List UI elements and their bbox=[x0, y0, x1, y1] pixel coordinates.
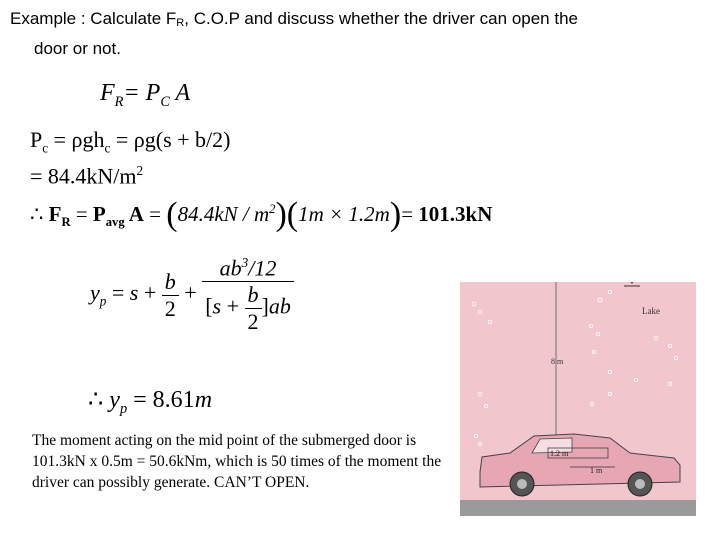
pc-equation: $P_c = \rho gh_c = \rho g(s + b/2)$ bbox=[30, 127, 231, 156]
explanation-paragraph: The moment acting on the mid point of the submerged door is 101.3kN x 0.5m = 50.6kNm, which is 50 times of the moment the driver can possibly generate. CAN’T OPEN. bbox=[32, 432, 442, 491]
fr-definition-equation: $F_R= P_C$ A bbox=[100, 80, 191, 110]
pc-value-equation: = $84.4kN/m^2$ bbox=[30, 163, 144, 189]
fr-calculation-equation: ∴ $F_R = P_{avg}$ $A = (84.4kN / m^2)(1m \times 1.2m)= 101.3kN$ bbox=[30, 196, 493, 233]
door-height-label: 1.2 m bbox=[550, 449, 569, 458]
lake-label: Lake bbox=[642, 306, 660, 316]
title-text-a: Example : Calculate F bbox=[10, 9, 177, 28]
lake-bottom bbox=[460, 500, 696, 516]
title-text-b: , C.O.P and discuss whether the driver can open the bbox=[184, 9, 578, 28]
fr-result-value: 101.3kN bbox=[418, 202, 493, 226]
center-of-pressure-formula: $y_p = s$ + $\frac{b}{2}$ + $ab^3/12$ [s + $\frac{b}{2}$ ]ab bbox=[90, 255, 294, 335]
door-width-label: 1 m bbox=[590, 466, 603, 475]
title-subscript: R bbox=[176, 17, 185, 29]
depth-label: 8 m bbox=[551, 357, 564, 366]
submerged-car-illustration bbox=[460, 282, 696, 516]
slide-title bbox=[10, 6, 710, 61]
yp-result-equation: ∴ $y_p = 8.61m$ bbox=[88, 387, 213, 417]
title-line-2: door or not. bbox=[34, 39, 121, 58]
